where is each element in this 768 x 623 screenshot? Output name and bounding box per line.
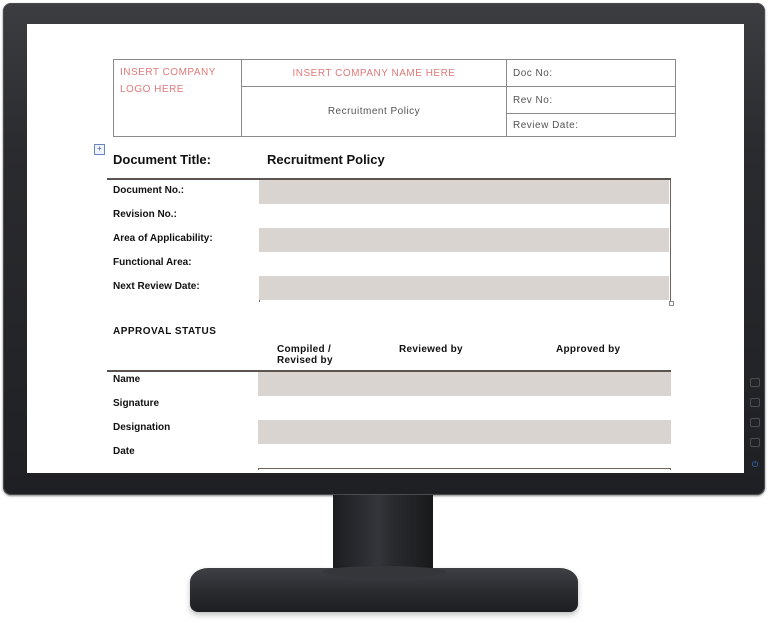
info-value-field[interactable] bbox=[259, 276, 669, 300]
company-name-placeholder: INSERT COMPANY NAME HERE bbox=[242, 60, 507, 87]
approval-row-date bbox=[107, 444, 671, 468]
info-label: Next Review Date: bbox=[113, 281, 200, 292]
approval-col-reviewed: Reviewed by bbox=[399, 344, 463, 355]
document-title-label: Document Title: bbox=[113, 152, 211, 167]
approval-value-field[interactable] bbox=[258, 444, 671, 468]
table-resize-handle[interactable] bbox=[669, 301, 674, 306]
power-icon[interactable]: ⏻ bbox=[752, 460, 759, 469]
approval-row-name bbox=[107, 372, 671, 396]
info-row-functional-area bbox=[107, 252, 671, 276]
monitor-button-2[interactable] bbox=[750, 398, 760, 407]
info-row-next-review-date bbox=[107, 276, 671, 300]
approval-row-signature bbox=[107, 396, 671, 420]
review-date-label: Review Date: bbox=[507, 114, 676, 137]
company-logo-placeholder: INSERT COMPANY LOGO HERE bbox=[114, 60, 242, 137]
info-value-field[interactable] bbox=[259, 228, 669, 252]
doc-no-label: Doc No: bbox=[507, 60, 676, 87]
monitor-button-3[interactable] bbox=[750, 418, 760, 427]
approval-row-label: Designation bbox=[113, 422, 171, 433]
info-label: Area of Applicability: bbox=[113, 233, 213, 244]
approval-row-designation bbox=[107, 420, 671, 444]
policy-title: Recruitment Policy bbox=[242, 87, 507, 137]
monitor-stand-joint bbox=[322, 566, 446, 578]
approval-value-field[interactable] bbox=[258, 372, 671, 396]
info-row-document-no bbox=[107, 180, 671, 204]
info-label: Revision No.: bbox=[113, 209, 177, 220]
document-title-value[interactable]: Recruitment Policy bbox=[267, 152, 385, 167]
approval-col-approved: Approved by bbox=[556, 344, 621, 355]
approval-value-field[interactable] bbox=[258, 396, 671, 420]
move-handle-icon[interactable]: + bbox=[94, 144, 105, 155]
approval-col-compiled: Compiled / Revised by bbox=[277, 344, 333, 366]
rev-no-label: Rev No: bbox=[507, 87, 676, 114]
info-label: Document No.: bbox=[113, 185, 185, 196]
info-value-field[interactable] bbox=[259, 180, 669, 204]
approval-row-label: Name bbox=[113, 374, 141, 385]
info-label: Functional Area: bbox=[113, 257, 192, 268]
info-row-area-of-applicability bbox=[107, 228, 671, 252]
approval-row-label: Date bbox=[113, 446, 135, 457]
info-row-revision-no bbox=[107, 204, 671, 228]
approval-row-label: Signature bbox=[113, 398, 160, 409]
approval-status-title: APPROVAL STATUS bbox=[113, 326, 217, 337]
approval-value-field[interactable] bbox=[258, 420, 671, 444]
monitor-stand-neck bbox=[333, 495, 433, 575]
monitor-button-1[interactable] bbox=[750, 378, 760, 387]
document-header-table bbox=[113, 59, 676, 137]
approval-table-bottom-border bbox=[258, 468, 671, 469]
info-value-field[interactable] bbox=[259, 252, 669, 276]
monitor-button-4[interactable] bbox=[750, 438, 760, 447]
monitor-screen bbox=[27, 24, 744, 473]
info-value-field[interactable] bbox=[259, 204, 669, 228]
